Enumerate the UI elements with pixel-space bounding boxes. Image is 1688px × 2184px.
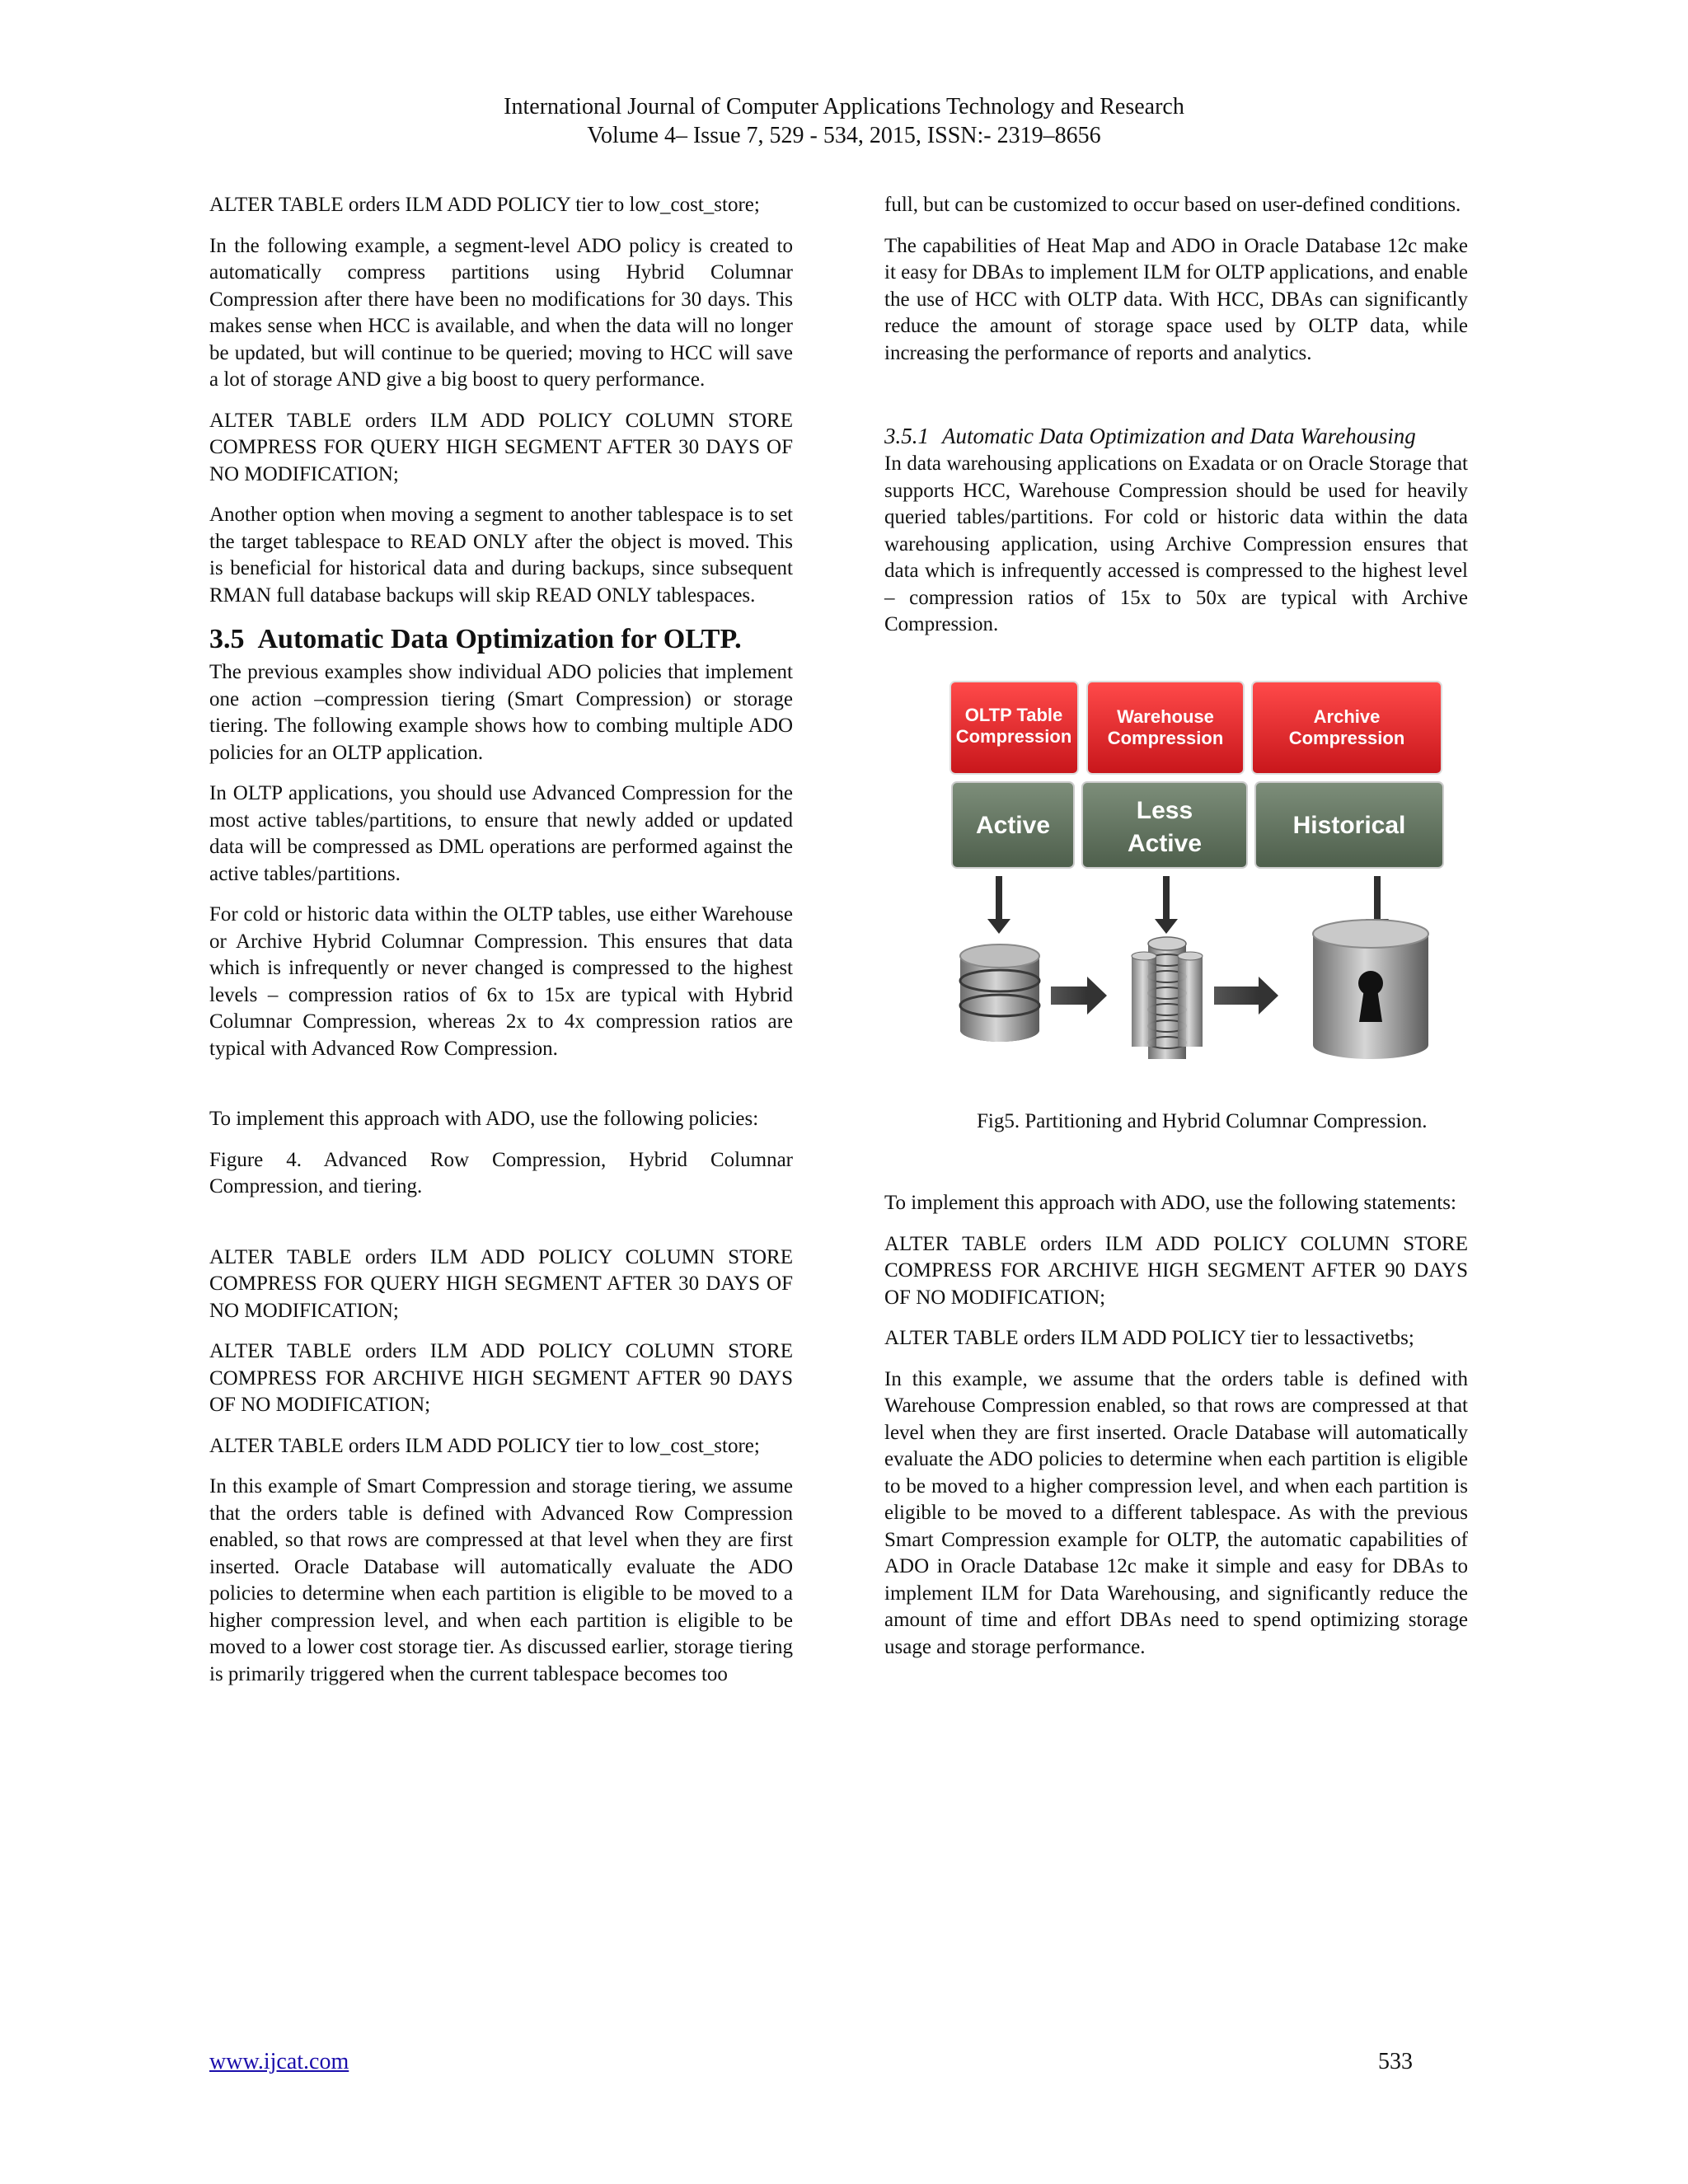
journal-issue: Volume 4– Issue 7, 529 - 534, 2015, ISSN:- 2319–8656	[587, 123, 1101, 148]
tier-box-less-active	[1082, 782, 1247, 868]
subsection-heading	[884, 422, 1468, 451]
journal-title: International Journal of Computer Applications Technology and Research	[504, 94, 1184, 120]
compression-box-warehouse	[1087, 682, 1244, 774]
sql-statement: ALTER TABLE orders ILM ADD POLICY tier to lessactivetbs;	[884, 1327, 1414, 1349]
paragraph: Another option when moving a segment to another tablespace is to set the target tablespace to READ ONLY after the object is moved. This is beneficial for historical data and during backups, since subsequent RMAN full database backups will skip READ ONLY tablespaces.	[209, 504, 793, 607]
page-number: 533	[1378, 2049, 1413, 2074]
database-icon	[960, 944, 1039, 1042]
paragraph: In the following example, a segment-level ADO policy is created to automatically compress partitions using Hybrid Columnar Compression after there have been no modifications for 30 days. This makes sense when HCC is available, and when the data will no longer be updated, but will continue to be queried; moving to HCC will save a lot of storage AND give a big boost to query performance.	[209, 234, 793, 391]
paragraph: In OLTP applications, you should use Advanced Compression for the most active tables/partitions, to ensure that newly added or updated data will be compressed as DML operations are performed against the active tables/partitions.	[209, 782, 793, 885]
paragraph: For cold or historic data within the OLTP tables, use either Warehouse or Archive Hybrid Columnar Compression. This ensures that data which is infrequently or never changed is compressed to the highest levels – compression ratios of 6x to 15x are typical with Hybrid Columnar Compression, whereas 2x to 4x compression ratios are typical with Advanced Row Compression.	[209, 903, 793, 1060]
tier-box-active	[952, 782, 1074, 868]
right-arrow-icon	[1051, 977, 1107, 1015]
archive-lock-cylinder-icon	[1313, 920, 1428, 1059]
journal-header	[0, 92, 1688, 150]
sql-statement: ALTER TABLE orders ILM ADD POLICY tier to low_cost_store;	[209, 1434, 760, 1457]
sql-statement: ALTER TABLE orders ILM ADD POLICY COLUMN STORE COMPRESS FOR ARCHIVE HIGH SEGMENT AFTER 90 DAYS OF NO MODIFICATION;	[209, 1340, 793, 1416]
section-number: 3.5	[209, 624, 245, 654]
figure-reference: Figure 4. Advanced Row Compression, Hybrid Columnar Compression, and tiering.	[209, 1148, 793, 1197]
section-heading	[209, 623, 793, 656]
svg-text:Historical: Historical	[1292, 811, 1406, 839]
down-arrow-icon	[987, 876, 1010, 934]
compression-box-archive	[1252, 682, 1442, 774]
svg-text:Less: Less	[1136, 796, 1193, 824]
svg-text:Warehouse: Warehouse	[1117, 705, 1214, 727]
down-arrow-icon	[1155, 876, 1178, 934]
svg-text:Compression: Compression	[1107, 727, 1224, 748]
figure-compression-tiers	[884, 672, 1468, 1059]
disk-stack-icon	[1132, 937, 1203, 1059]
left-column	[209, 192, 793, 1702]
right-arrow-icon	[1214, 977, 1278, 1015]
svg-text:Active: Active	[1127, 829, 1203, 857]
right-column	[884, 192, 1468, 1675]
figure-diagram	[884, 672, 1468, 1059]
paragraph: In this example, we assume that the orders table is defined with Warehouse Compression enabled, so that rows are compressed at that level when they are first inserted. Oracle Database will automatically evaluate the ADO policies to determine when each partition is eligible to be moved to a higher compression level, and when each partition is eligible to be moved to a different tablespace. As with the previous Smart Compression example for OLTP, the automatic capabilities of ADO in Oracle Database 12c make it simple and easy for DBAs to implement ILM for Data Warehousing, and significantly reduce the amount of time and effort DBAs need to spend optimizing storage usage and storage performance.	[884, 1367, 1468, 1658]
paragraph: To implement this approach with ADO, use the following statements:	[884, 1192, 1456, 1214]
subsection-number: 3.5.1	[884, 424, 929, 448]
tier-box-historical	[1255, 782, 1443, 868]
section-title: Automatic Data Optimization for OLTP.	[257, 624, 742, 654]
paragraph: full, but can be customized to occur based on user-defined conditions.	[884, 194, 1461, 216]
svg-text:Compression: Compression	[1288, 727, 1405, 748]
paragraph: The previous examples show individual ADO policies that implement one action –compression tiering (Smart Compression) or storage tiering. The following example shows how to combing multiple ADO policies for an OLTP application.	[209, 661, 793, 764]
sql-statement: ALTER TABLE orders ILM ADD POLICY COLUMN STORE COMPRESS FOR QUERY HIGH SEGMENT AFTER 30 DAYS OF NO MODIFICATION;	[209, 1245, 793, 1322]
sql-statement: ALTER TABLE orders ILM ADD POLICY COLUMN STORE COMPRESS FOR QUERY HIGH SEGMENT AFTER 30 DAYS OF NO MODIFICATION;	[209, 409, 793, 485]
paragraph: In data warehousing applications on Exadata or on Oracle Storage that supports HCC, Warehouse Compression should be used for heavily queried tables/partitions. For cold or historic data within the data warehousing application, using Archive Compression ensures that data which is infrequently accessed is compressed to the highest level – compression ratios of 15x to 50x are typical with Archive Compression.	[884, 452, 1468, 635]
paragraph: The capabilities of Heat Map and ADO in Oracle Database 12c make it easy for DBAs to implement ILM for OLTP applications, and enable the use of HCC with OLTP data. With HCC, DBAs can significantly reduce the amount of storage space used by OLTP data, while increasing the performance of reports and analytics.	[884, 234, 1468, 364]
subsection-title: Automatic Data Optimization and Data Warehousing	[942, 424, 1416, 448]
svg-text:OLTP Table: OLTP Table	[964, 704, 1063, 725]
svg-text:Compression: Compression	[955, 725, 1072, 747]
paragraph: In this example of Smart Compression and storage tiering, we assume that the orders table is defined with Advanced Row Compression enabled, so that rows are compressed at that level when they are first inserted. Oracle Database will automatically evaluate the ADO policies to determine when each partition is eligible to be moved to a higher compression level, and when each partition is eligible to be moved to a lower cost storage tier. As discussed earlier, storage tiering is primarily triggered when the current tablespace becomes too	[209, 1475, 793, 1685]
svg-text:Archive: Archive	[1313, 705, 1381, 727]
journal-website-link[interactable]: www.ijcat.com	[209, 2049, 349, 2074]
compression-box-oltp	[950, 682, 1078, 774]
figure-caption: Fig5. Partitioning and Hybrid Columnar Compression.	[977, 1109, 1428, 1132]
paragraph: To implement this approach with ADO, use the following policies:	[209, 1108, 759, 1130]
svg-text:Active: Active	[975, 811, 1051, 839]
sql-statement: ALTER TABLE orders ILM ADD POLICY COLUMN STORE COMPRESS FOR ARCHIVE HIGH SEGMENT AFTER 90 DAYS OF NO MODIFICATION;	[884, 1232, 1468, 1309]
sql-statement: ALTER TABLE orders ILM ADD POLICY tier to low_cost_store;	[209, 194, 760, 216]
